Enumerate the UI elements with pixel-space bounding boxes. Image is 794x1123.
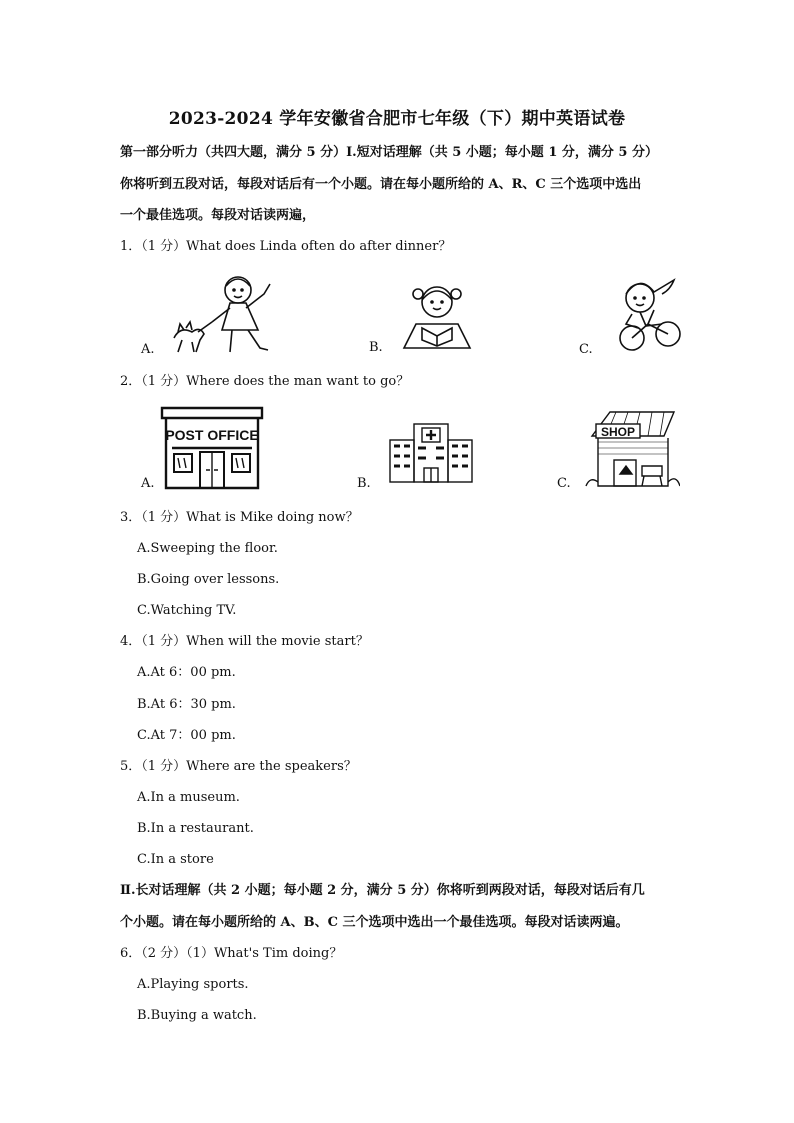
q6-text: 6．（2 分）（1）What's Tim doing？: [120, 946, 343, 961]
q5-option-b: B.In a restaurant.: [137, 821, 254, 836]
shop-sign: SHOP: [600, 425, 636, 439]
q2-text: 2．（1 分）Where does the man want to go？: [120, 374, 410, 389]
q1-option-b-label: B.: [369, 340, 383, 355]
q5-option-c: C.In a store: [137, 852, 214, 867]
post-office-picture: [160, 406, 264, 490]
girl-reading-picture: [400, 280, 474, 352]
girl-cycling-picture: [610, 272, 686, 352]
q4-option-a: A.At 6：00 pm.: [137, 665, 236, 680]
q3-option-c: C.Watching TV.: [137, 603, 237, 618]
q2-option-c-label: C.: [557, 476, 571, 491]
q1-option-c-label: C.: [579, 342, 593, 357]
q2-option-b-label: B.: [357, 476, 371, 491]
q3-text: 3．（1 分）What is Mike doing now？: [120, 510, 359, 525]
q2-option-a-label: A.: [141, 476, 155, 491]
q4-text: 4．（1 分）When will the movie start？: [120, 634, 369, 649]
post-office-sign: POST OFFICE: [165, 427, 259, 443]
part2-instructions-line2: 个小题。请在每小题所给的 A、B、C 三个选项中选出一个最佳选项。每段对话读两遍。: [120, 915, 629, 930]
q5-option-a: A.In a museum.: [137, 790, 240, 805]
part2-header: Ⅱ.长对话理解（共 2 小题；每小题 2 分，满分 5 分）你将听到两段对话，每段对话后有几: [120, 883, 645, 898]
q6-option-a: A.Playing sports.: [137, 977, 249, 992]
part1-instructions-line2: 你将听到五段对话，每段对话后有一个小题。请在每小题所给的 A、R、C 三个选项中选出: [120, 177, 642, 192]
hospital-picture: [388, 418, 474, 484]
q4-option-b: B.At 6：30 pm.: [137, 697, 236, 712]
q6-option-b: B.Buying a watch.: [137, 1008, 257, 1023]
q1-option-a-label: A.: [141, 342, 155, 357]
part1-header: 第一部分听力（共四大题，满分 5 分）Ⅰ.短对话理解（共 5 小题；每小题 1 分，满分 5 分）: [120, 145, 658, 160]
q3-option-a: A.Sweeping the floor.: [137, 541, 278, 556]
q1-text: 1．（1 分）What does Linda often do after dinner？: [120, 239, 452, 254]
q5-text: 5．（1 分）Where are the speakers？: [120, 759, 357, 774]
part1-instructions-line3: 一个最佳选项。每段对话读两遍，: [120, 208, 316, 223]
q3-option-b: B.Going over lessons.: [137, 572, 280, 587]
shop-picture: [582, 410, 680, 490]
q4-option-c: C.At 7：00 pm.: [137, 728, 236, 743]
girl-walking-dog-picture: [168, 272, 278, 356]
page-title: 2023-2024 学年安徽省合肥市七年级（下）期中英语试卷: [168, 109, 626, 129]
